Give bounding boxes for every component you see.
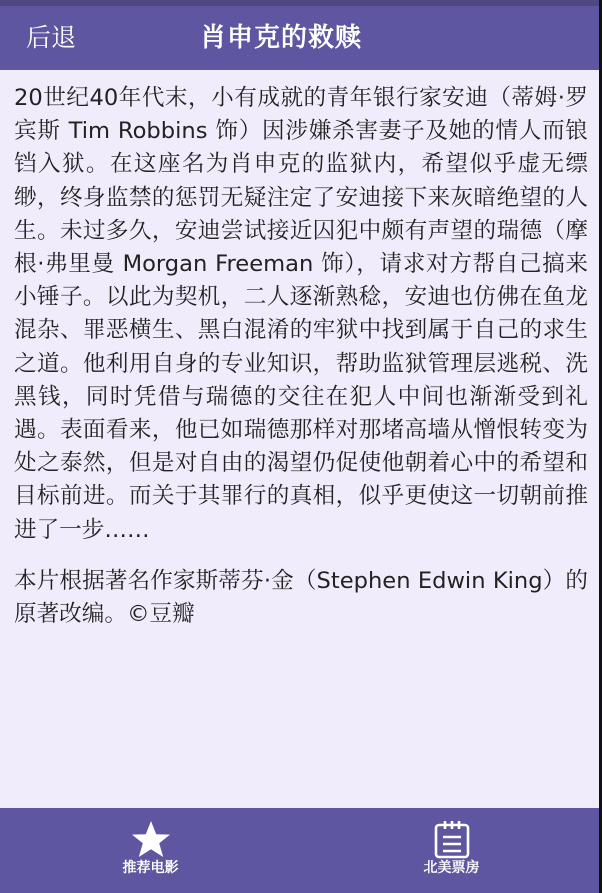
bottom-navigation xyxy=(0,808,602,893)
app-bar xyxy=(0,6,602,70)
nav-recommended-movies[interactable] xyxy=(0,808,301,893)
source-note: 本片根据著名作家斯蒂芬·金（Stephen Edwin King）的原著改编。©豆瓣 xyxy=(14,567,588,628)
calendar-list-icon xyxy=(431,818,473,860)
page-title: 肖申克的救赎 xyxy=(200,23,363,53)
nav-box-office-label: 北美票房 xyxy=(423,860,480,876)
star-icon xyxy=(130,818,172,860)
synopsis-scroll-area[interactable] xyxy=(0,70,602,808)
back-button[interactable]: 后退 xyxy=(26,23,77,52)
nav-box-office[interactable] xyxy=(301,808,602,893)
synopsis-text: 20世纪40年代末，小有成就的青年银行家安迪（蒂姆·罗宾斯 Tim Robbins 饰）因涉嫌杀害妻子及她的情人而锒铛入狱。在这座名为肖申克的监狱内，希望似乎虚无缥缈，终身监禁的惩罚无疑注定了安迪接下来灰暗绝望的人生。未过多久，安迪尝试接近囚犯中颇有声望的瑞德（摩根·弗里曼 Morgan Freeman 饰），请求对方帮自己搞来小锤子。以此为契机，二人逐渐熟稔，安迪也仿佛在鱼龙混杂、罪恶横生、黑白混淆的牢狱中找到属于自己的求生之道。他利用自身的专业知识，帮助监狱管理层逃税、洗黑钱，同时凭借与瑞德的交往在犯人中间也渐渐受到礼遇。表面看来，他已如瑞德那样对那堵高墙从憎恨转变为处之泰然，但是对自由的渴望仍促使他朝着心中的希望和目标前进。而关于其罪行的真相，似乎更使这一切朝前推进了一步…… xyxy=(14,85,588,543)
nav-recommended-label: 推荐电影 xyxy=(122,860,179,876)
